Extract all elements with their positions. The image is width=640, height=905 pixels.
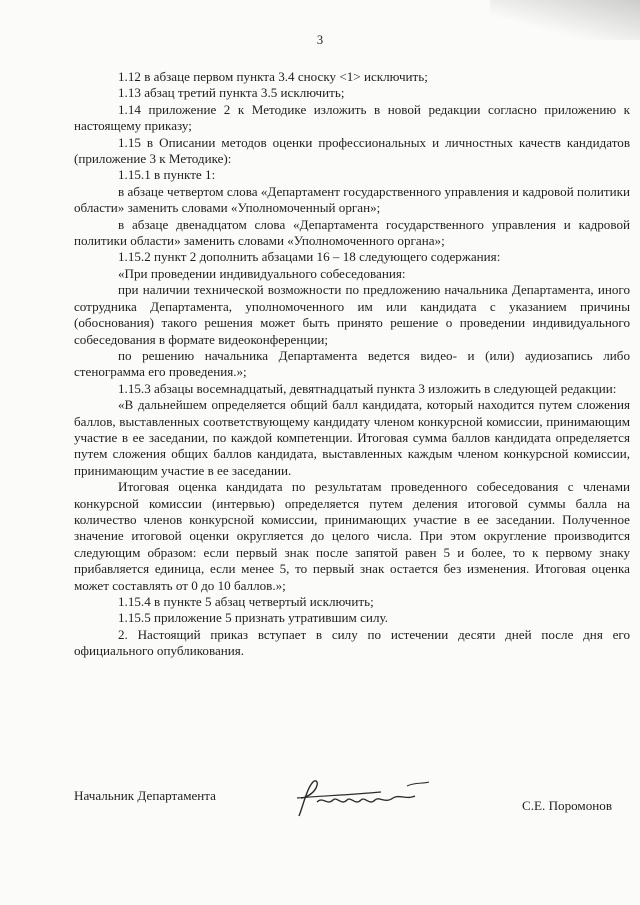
- paragraph-1-15-5: 1.15.5 приложение 5 признать утратившим силу.: [118, 610, 388, 626]
- paragraph-1-15-1: 1.15.1 в пункте 1:: [118, 167, 216, 183]
- paragraph-video-conference: при наличии технической возможности по предложению начальника Департамента, иного сотрудника Департамента, уполномоченного им или кандидата с указанием причины (обоснования) такого решения может быть принято решение о проведении индивидуального собеседования в формате видеоконференции;: [74, 282, 630, 347]
- signer-name: С.Е. Поромонов: [522, 798, 612, 813]
- paragraph-quote-intro: «При проведении индивидуального собеседования:: [118, 265, 406, 281]
- paragraph-2-effective: 2. Настоящий приказ вступает в силу по истечении десяти дней после дня его официального опубликования.: [74, 626, 630, 659]
- paragraph-final-grade: Итоговая оценка кандидата по результатам проведенного собеседования с членами конкурсной комиссии (интервью) определяется путем деления итоговой суммы балла на количество членов конкурсной комиссии, принимающих участие в ее заседании. Полученное значение итоговой оценки округляется до целого числа. При этом округление производится следующим образом: если первый знак после запятой равен 5 и более, то к первому знаку прибавляется единица, если менее 5, то первый знак остается без изменения. Итоговая оценка может составлять от 0 до 10 баллов.»;: [74, 479, 630, 593]
- paragraph-1-15: 1.15 в Описании методов оценки профессиональных и личностных качеств кандидатов (приложение 3 к Методике):: [74, 134, 630, 167]
- paragraph-1-14: 1.14 приложение 2 к Методике изложить в новой редакции согласно приложению к настоящему приказу;: [74, 101, 630, 134]
- paragraph-recording: по решению начальника Департамента ведется видео- и (или) аудиозапись либо стенограмма его проведения.»;: [74, 347, 630, 380]
- signature-block: [74, 788, 630, 828]
- paragraph-abzac-12: в абзаце двенадцатом слова «Департамента государственного управления и кадровой политики области» заменить словами «Уполномоченного органа»;: [74, 216, 630, 249]
- paragraph-1-12: 1.12 в абзаце первом пункта 3.4 сноску <1> исключить;: [118, 69, 428, 84]
- page-number: 3: [316, 33, 324, 47]
- handwritten-signature: [289, 776, 439, 822]
- paragraph-1-15-2: 1.15.2 пункт 2 дополнить абзацами 16 – 18 следующего содержания:: [118, 249, 501, 265]
- document-body: [74, 69, 630, 660]
- signer-title: Начальник Департамента: [74, 788, 216, 803]
- paragraph-1-13: 1.13 абзац третий пункта 3.5 исключить;: [118, 85, 345, 101]
- paragraph-total-score: «В дальнейшем определяется общий балл кандидата, который находится путем сложения баллов, выставленных соответствующему кандидату членом конкурсной комиссии, принимающим участие в ее заседании, по каждой компетенции. Итоговая сумма баллов кандидата определяется путем сложения общих баллов кандидата, выставленных каждым членом конкурсной комиссии, принимающим участие в ее заседании.: [74, 397, 630, 478]
- paragraph-1-15-4: 1.15.4 в пункте 5 абзац четвертый исключить;: [118, 594, 374, 609]
- paragraph-1-15-3: 1.15.3 абзацы восемнадцатый, девятнадцатый пункта 3 изложить в следующей редакции:: [118, 380, 617, 396]
- paragraph-abzac-4: в абзаце четвертом слова «Департамент государственного управления и кадровой политики области» заменить словами «Уполномоченный орган»;: [74, 183, 630, 216]
